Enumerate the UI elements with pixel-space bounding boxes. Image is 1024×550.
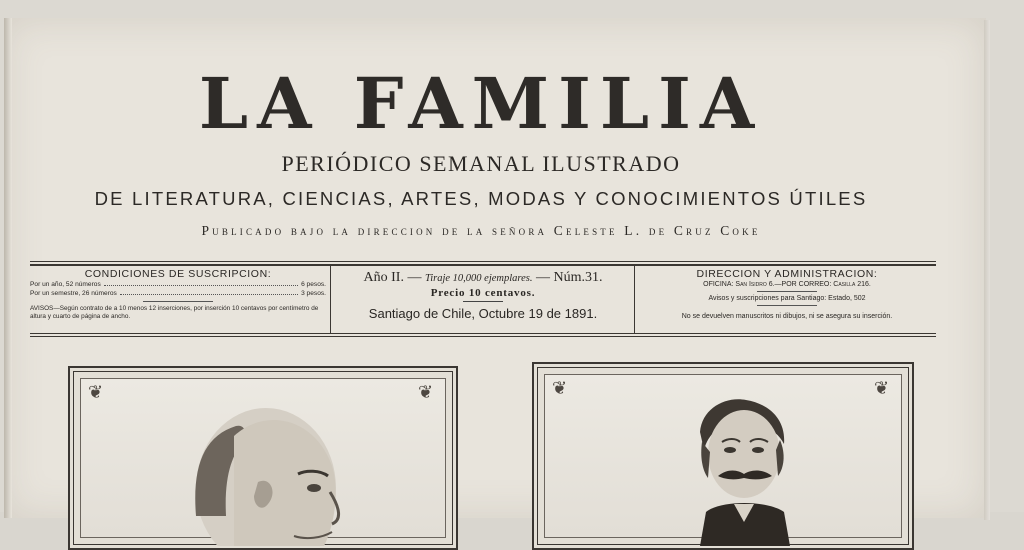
- conditions-line-semester: [30, 289, 326, 298]
- header-rule-top-thick: [30, 264, 936, 266]
- portrait-mustached-man: [686, 392, 796, 546]
- issue-place-date: Santiago de Chile, Octubre 19 de 1891.: [368, 306, 598, 321]
- masthead-editor: Publicado bajo la direccion de la señora Celeste L. de Cruz Coke: [201, 223, 761, 238]
- column-divider-left: [330, 264, 331, 333]
- header-rule-bottom: [30, 333, 936, 334]
- leader-dots: [120, 289, 298, 295]
- conditions-semester-value: 3 pesos.: [301, 290, 326, 297]
- masthead-title: LA FAMILIA: [198, 62, 764, 145]
- administration-separator: [757, 305, 817, 306]
- administration-info: [638, 268, 936, 320]
- subscription-conditions: [30, 268, 326, 321]
- issue-year-line: Año II. — Tiraje 10,000 ejemplares. — Núm.31.: [363, 270, 603, 285]
- issue-price: Precio 10 centavos.: [430, 287, 536, 299]
- conditions-line-year: [30, 280, 326, 289]
- leader-dots: [104, 280, 298, 286]
- ornament-icon: ❦: [418, 382, 434, 403]
- conditions-heading: CONDICIONES DE SUSCRIPCION:: [84, 268, 272, 280]
- administration-notices: Avisos y suscripciones para Santiago: Estado, 502: [708, 295, 866, 302]
- page-edge: [984, 20, 990, 520]
- conditions-year-value: 6 pesos.: [301, 281, 326, 288]
- ornament-icon: ❦: [552, 378, 568, 399]
- issue-year: Año II.: [363, 270, 404, 285]
- issue-tiraje: Tiraje 10,000 ejemplares.: [424, 273, 533, 284]
- header-rule-bottom-thin: [30, 336, 936, 337]
- ornament-icon: ❦: [88, 382, 104, 403]
- newspaper-page: [4, 18, 986, 518]
- portrait-bald-man: [174, 396, 354, 546]
- portrait-frame-right: [532, 362, 914, 550]
- issue-info: [334, 270, 632, 321]
- masthead-topics: DE LITERATURA, CIENCIAS, ARTES, MODAS Y CONOCIMIENTOS ÚTILES: [94, 188, 868, 209]
- conditions-year-label: Por un año, 52 números: [30, 281, 101, 288]
- conditions-semester-label: Por un semestre, 26 números: [30, 290, 117, 297]
- administration-office: OFICINA: San Isidro 6.—POR CORREO: Casilla 216.: [703, 281, 871, 288]
- issue-separator: [463, 301, 503, 302]
- conditions-separator: [143, 301, 213, 302]
- portrait-frame-left: [68, 366, 458, 550]
- administration-heading: DIRECCION Y ADMINISTRACION:: [696, 268, 878, 280]
- ornament-icon: ❦: [874, 378, 890, 399]
- column-divider-right: [634, 264, 635, 333]
- issue-number: Núm.31.: [553, 270, 603, 285]
- administration-returns: No se devuelven manuscritos ni dibujos, ni se asegura su inserción.: [681, 313, 893, 320]
- masthead-subtitle: PERIÓDICO SEMANAL ILUSTRADO: [281, 151, 681, 176]
- conditions-avisos: AVISOS—Según contrato de a 10 menos 12 inserciones, por inserción 10 centavos por centímetro de altura y cuarto de página de ancho.: [30, 305, 319, 320]
- administration-separator: [757, 291, 817, 292]
- header-rule-top: [30, 261, 936, 262]
